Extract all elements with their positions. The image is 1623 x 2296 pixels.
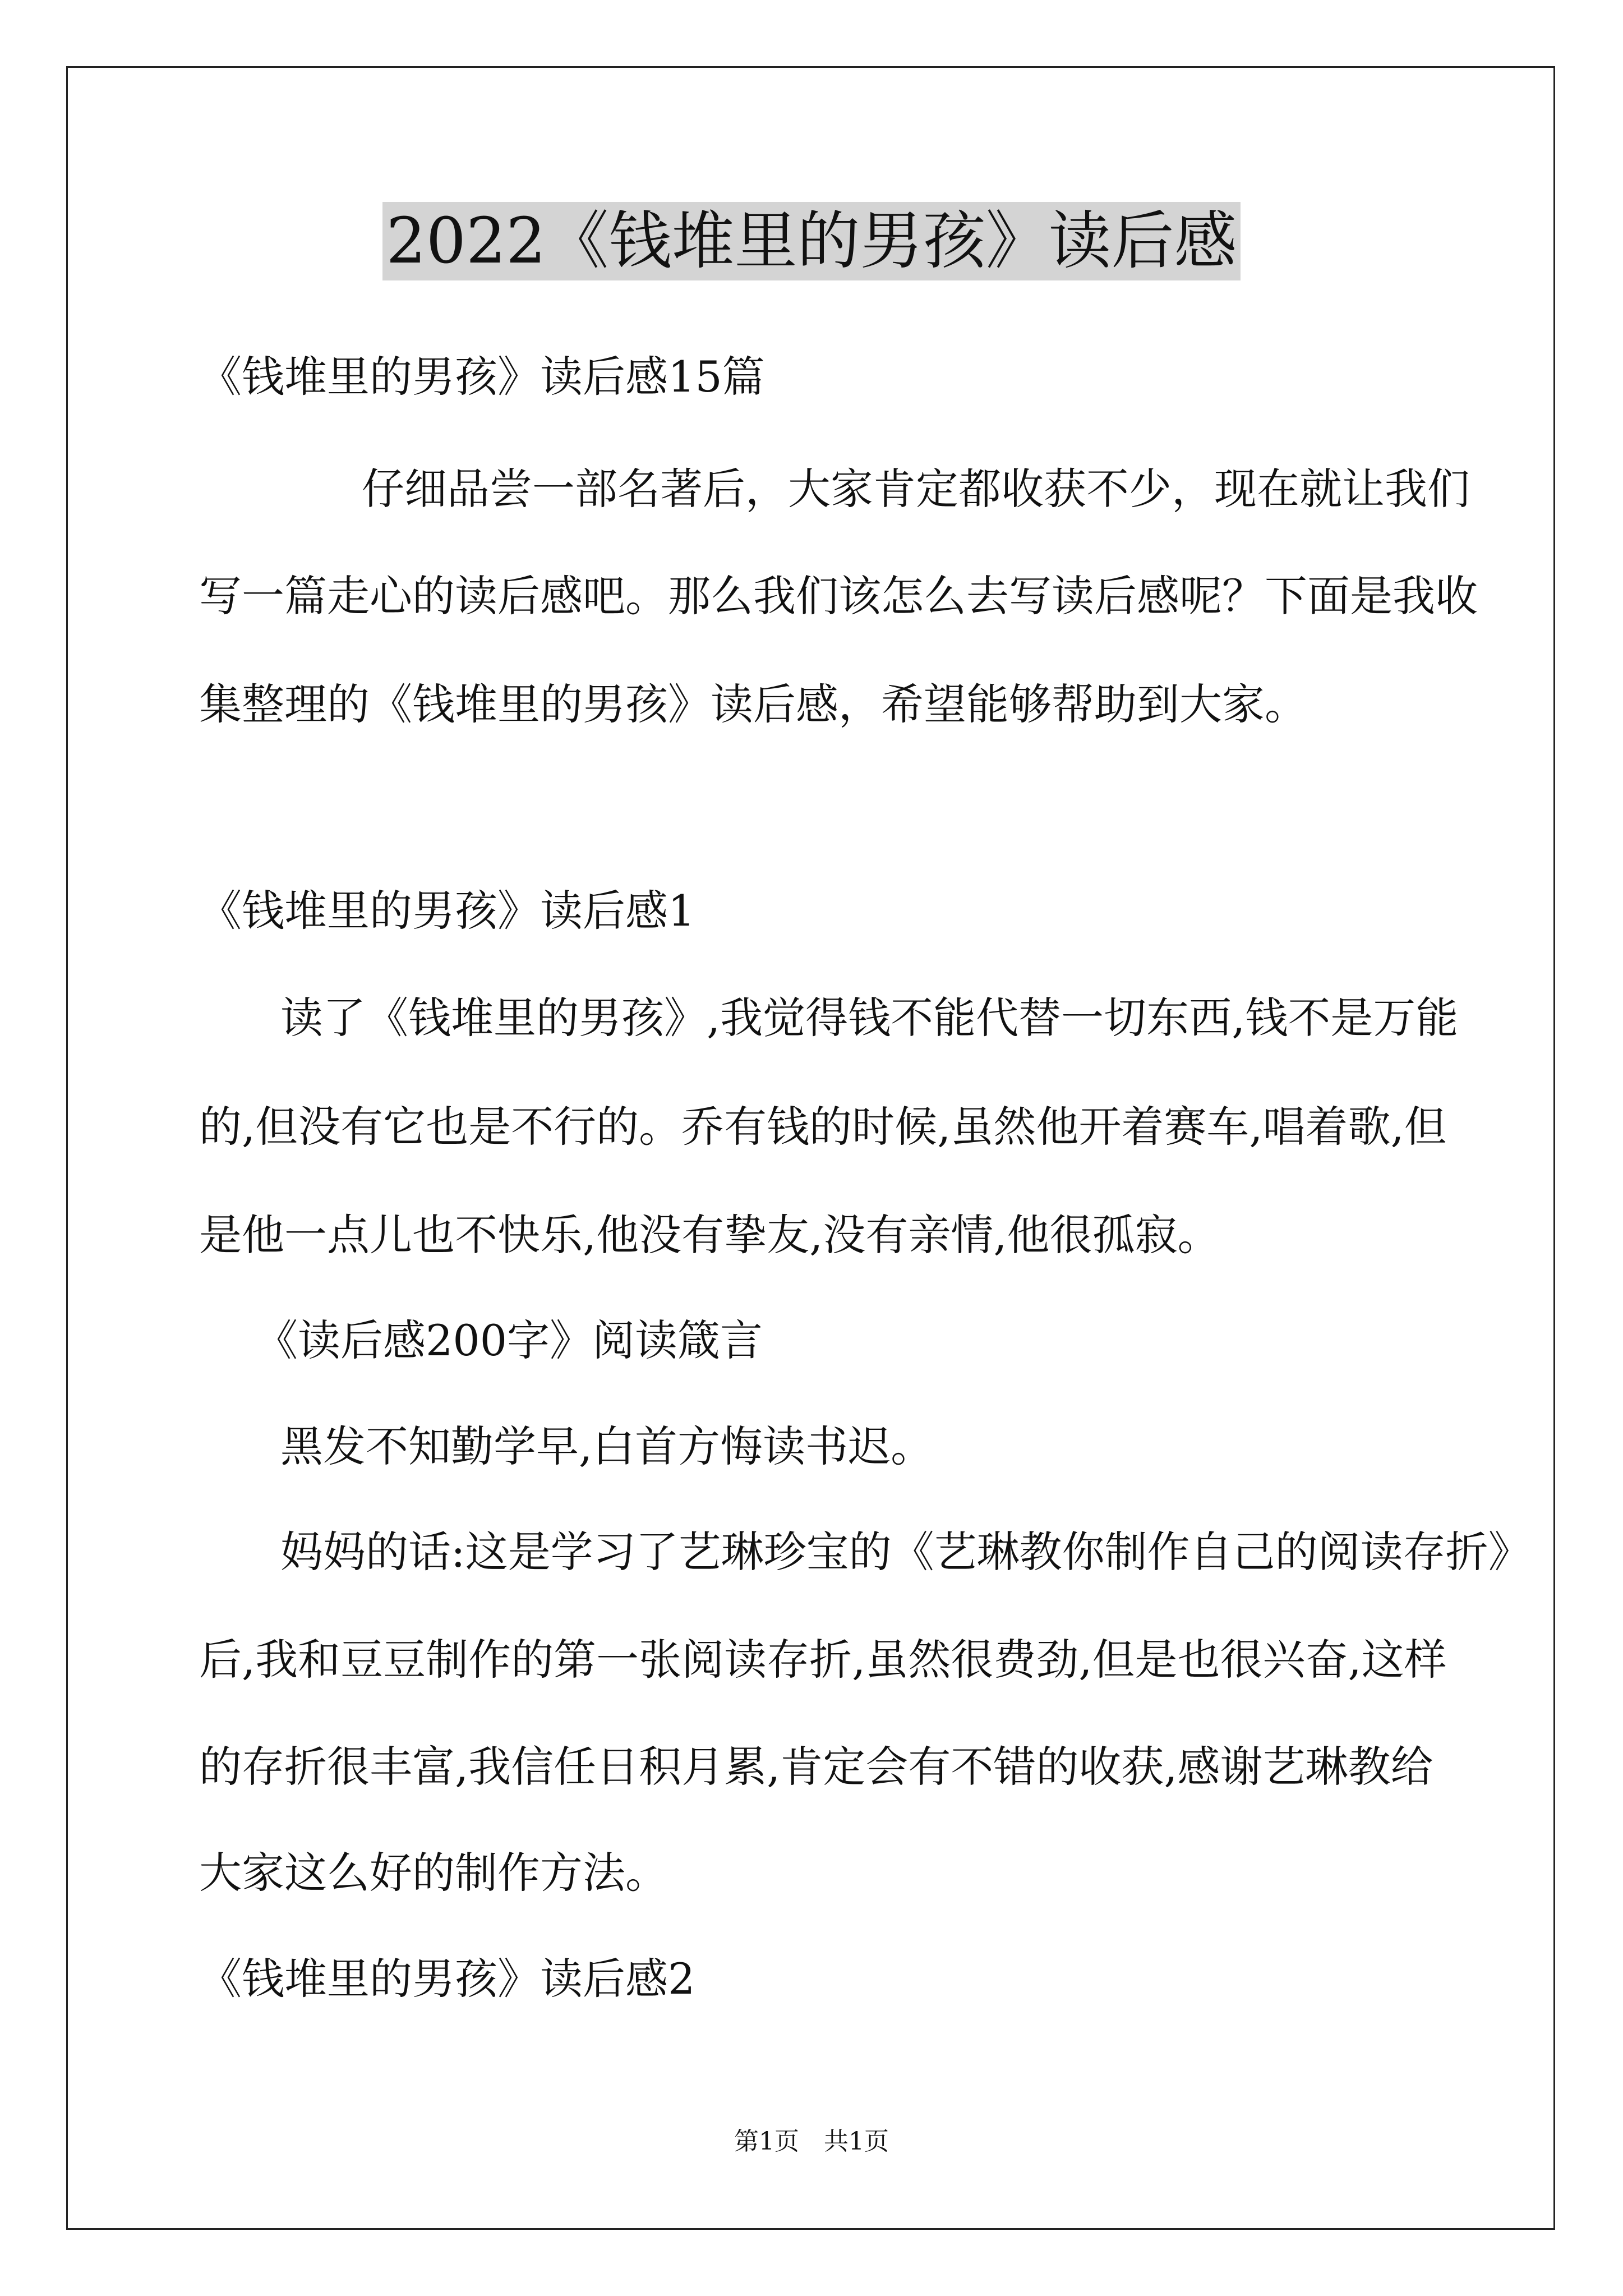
- intro-line-1: 仔细品尝一部名著后，大家肯定都收获不少，现在就让我们: [362, 464, 1470, 514]
- section1-para2-line-3: 的存折很丰富,我信任日积月累,肯定会有不错的收获,感谢艺琳教给: [199, 1742, 1433, 1792]
- section1-para1-line-1: 读了《钱堆里的男孩》,我觉得钱不能代替一切东西,钱不是万能: [280, 993, 1459, 1043]
- section1-para1-line-3: 是他一点儿也不快乐,他没有挚友,没有亲情,他很孤寂。: [199, 1210, 1220, 1260]
- document-subtitle: 《钱堆里的男孩》读后感15篇: [199, 352, 765, 402]
- quote-title: 《读后感200字》阅读箴言: [255, 1315, 763, 1365]
- section1-para2-line-2: 后,我和豆豆制作的第一张阅读存折,虽然很费劲,但是也很兴奋,这样: [199, 1635, 1447, 1685]
- quote-text: 黑发不知勤学早,白首方悔读书迟。: [280, 1421, 934, 1471]
- document-title: 2022《钱堆里的男孩》读后感: [382, 202, 1240, 280]
- section1-para2-line-1: 妈妈的话:这是学习了艺琳珍宝的《艺琳教你制作自己的阅读存折》: [280, 1527, 1531, 1577]
- intro-line-3: 集整理的《钱堆里的男孩》读后感，希望能够帮助到大家。: [199, 679, 1307, 729]
- section1-heading: 《钱堆里的男孩》读后感1: [199, 886, 695, 936]
- section1-para2-line-4: 大家这么好的制作方法。: [199, 1848, 668, 1898]
- title-container: [0, 202, 1623, 280]
- intro-line-2: 写一篇走心的读后感吧。那么我们该怎么去写读后感呢？下面是我收: [199, 571, 1478, 621]
- section1-para1-line-2: 的,但没有它也是不行的。乔有钱的时候,虽然他开着赛车,唱着歌,但: [199, 1102, 1447, 1152]
- section2-heading: 《钱堆里的男孩》读后感2: [199, 1954, 695, 2004]
- page-footer: 第1页 共1页: [734, 2127, 889, 2156]
